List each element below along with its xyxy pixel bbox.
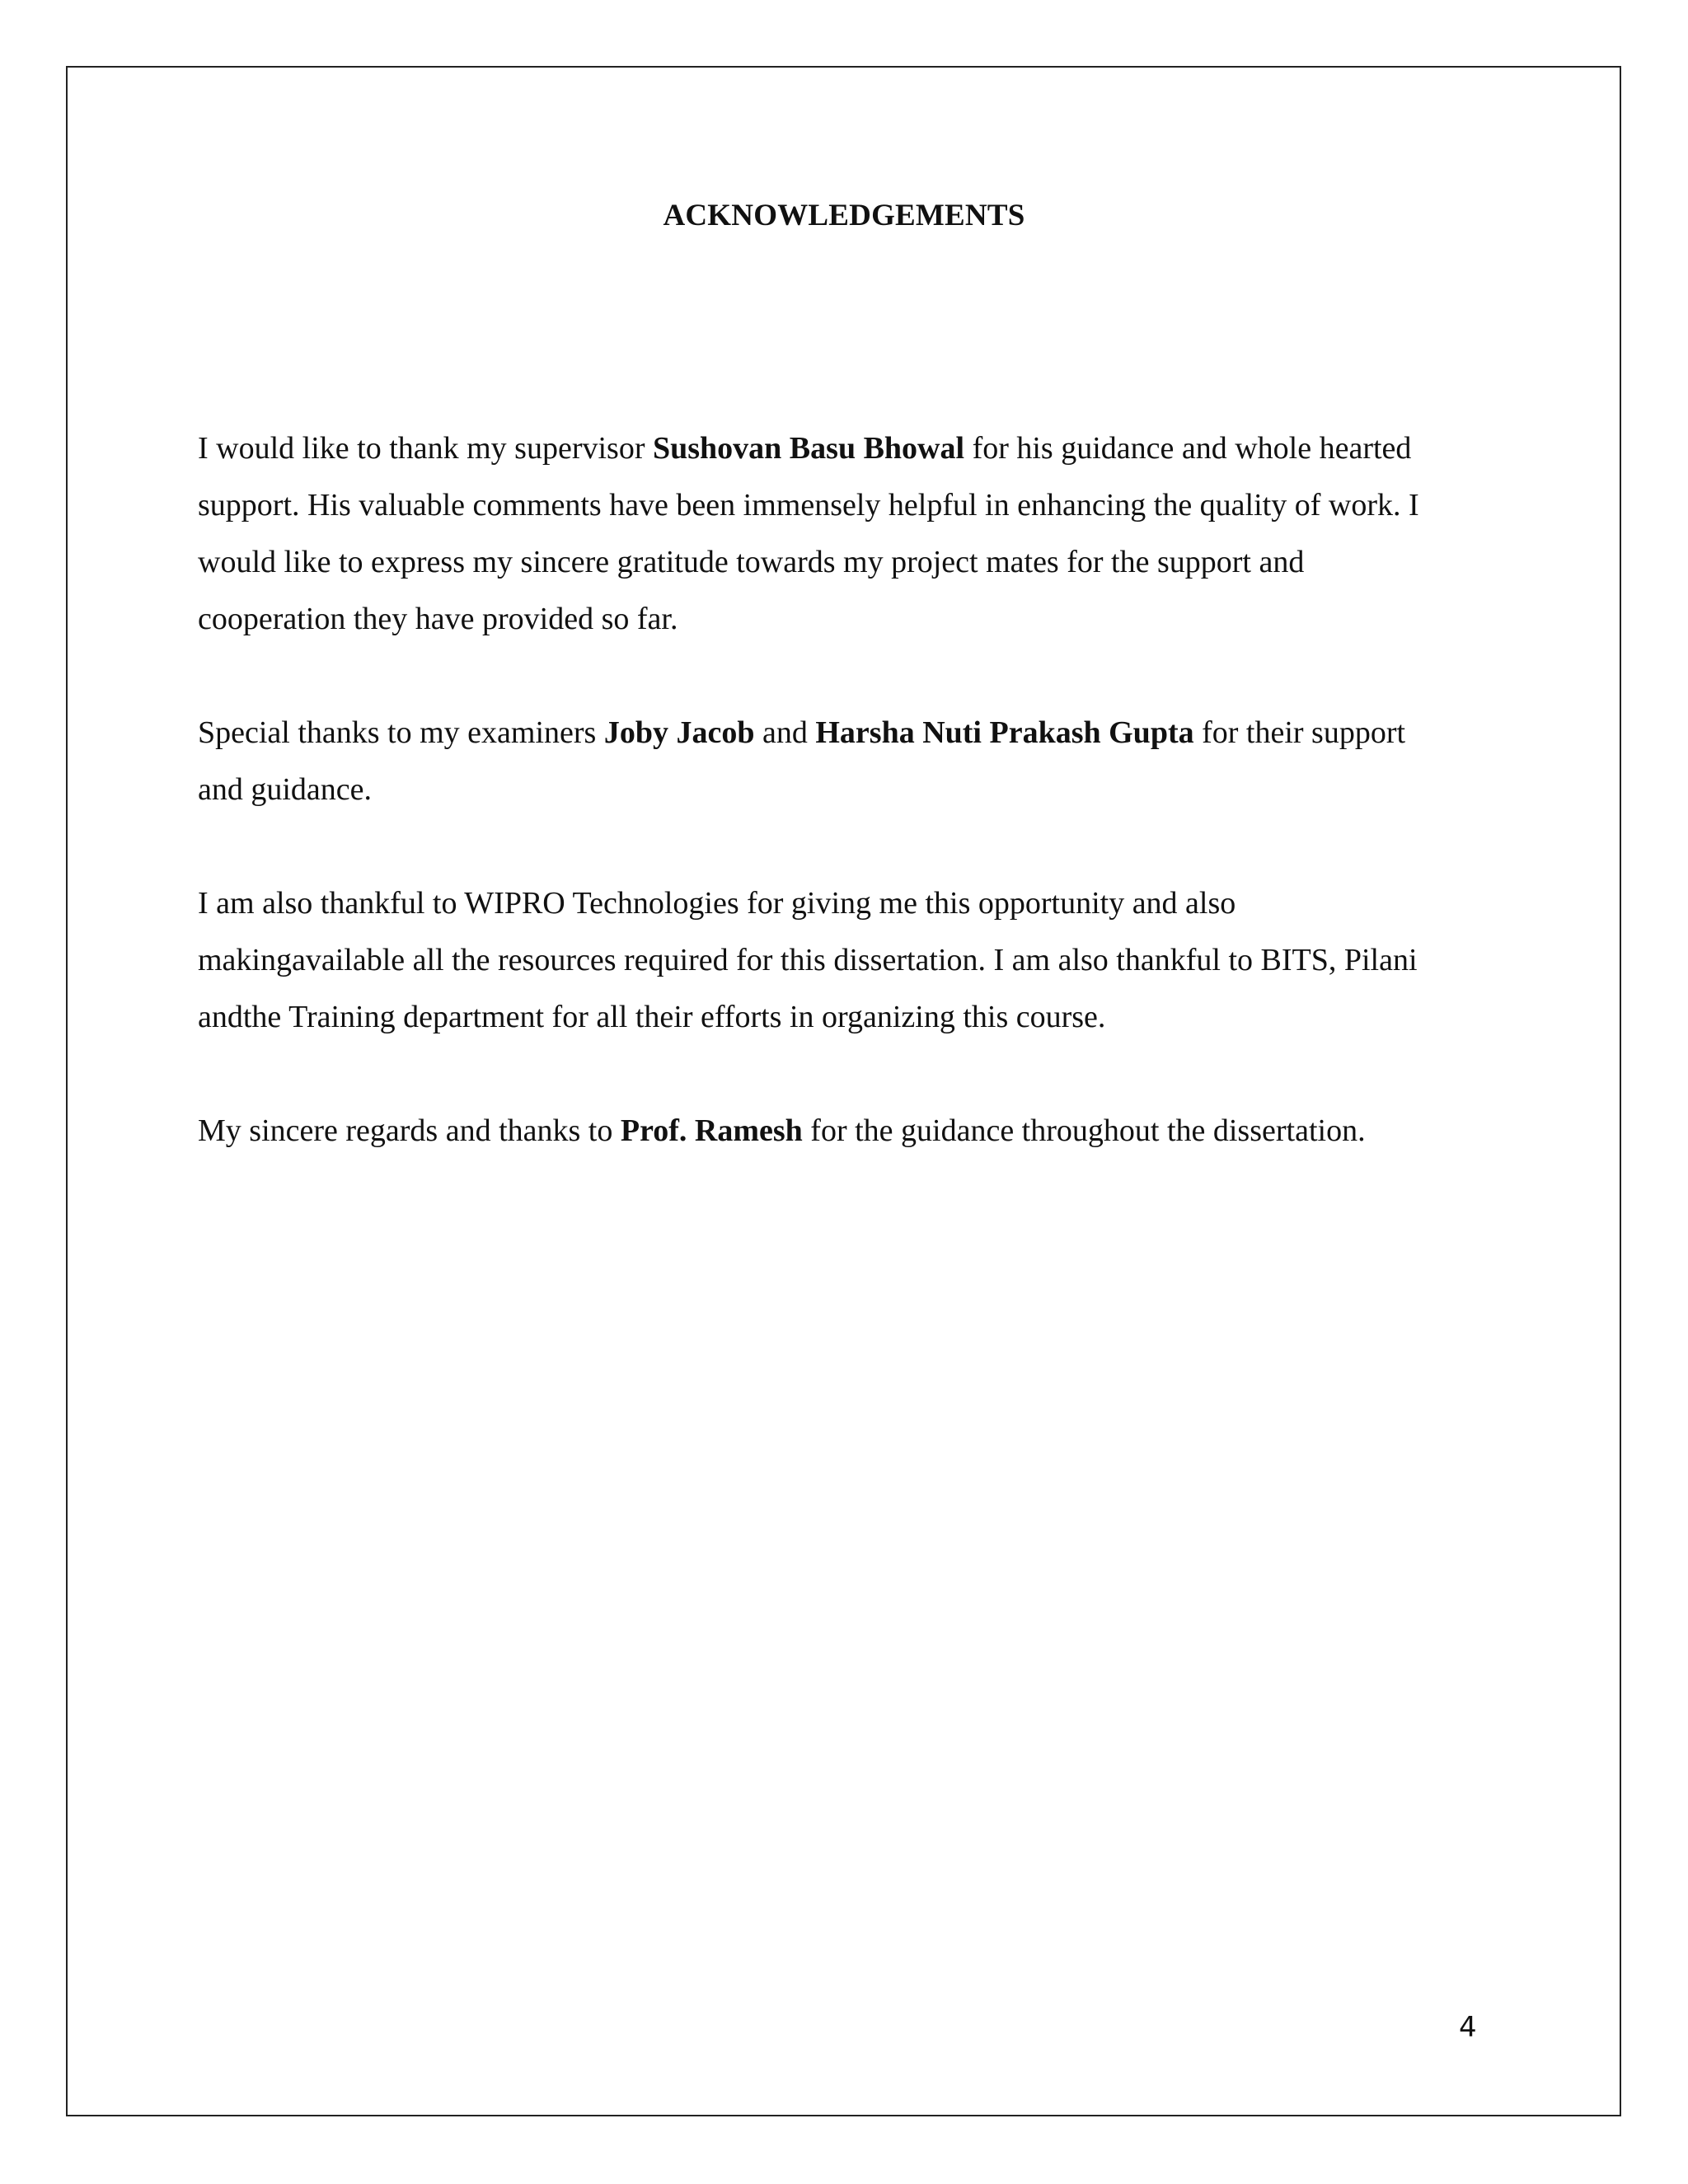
- paragraph-examiners: [198, 705, 1517, 818]
- text-line: cooperation they have provided so far.: [198, 602, 678, 636]
- text-line: support. His valuable comments have been immensely helpful in enhancing the quality of work. I: [198, 488, 1419, 523]
- text-line: and guidance.: [198, 772, 373, 807]
- acknowledgements-body: [198, 420, 1517, 1216]
- professor-name: Prof. Ramesh: [620, 1113, 803, 1148]
- examiner-name: Harsha Nuti Prakash Gupta: [815, 715, 1194, 750]
- paragraph-organization: [198, 875, 1517, 1046]
- text-span: My sincere regards and thanks to: [198, 1113, 621, 1148]
- text-span: Special thanks to my examiners: [198, 715, 604, 750]
- text-span: and: [754, 715, 816, 750]
- examiner-name: Joby Jacob: [603, 715, 755, 750]
- text-span: for the guidance throughout the dissertation.: [802, 1113, 1366, 1148]
- page-title: ACKNOWLEDGEMENTS: [663, 199, 1025, 232]
- paragraph-supervisor: [198, 420, 1517, 648]
- text-span: for his guidance and whole hearted: [964, 431, 1412, 466]
- text-line: would like to express my sincere gratitude towards my project mates for the support and: [198, 545, 1305, 579]
- text-line: andthe Training department for all their efforts in organizing this course.: [198, 1000, 1106, 1034]
- text-span: I would like to thank my supervisor: [198, 431, 653, 466]
- paragraph-regards: [198, 1103, 1517, 1160]
- text-line: I am also thankful to WIPRO Technologies for giving me this opportunity and also: [198, 886, 1236, 921]
- text-line: makingavailable all the resources required for this dissertation. I am also thankful to BITS, Pilani: [198, 943, 1418, 977]
- text-span: for their support: [1193, 715, 1406, 750]
- supervisor-name: Sushovan Basu Bhowal: [652, 431, 965, 466]
- page-number: 4: [1459, 2011, 1477, 2044]
